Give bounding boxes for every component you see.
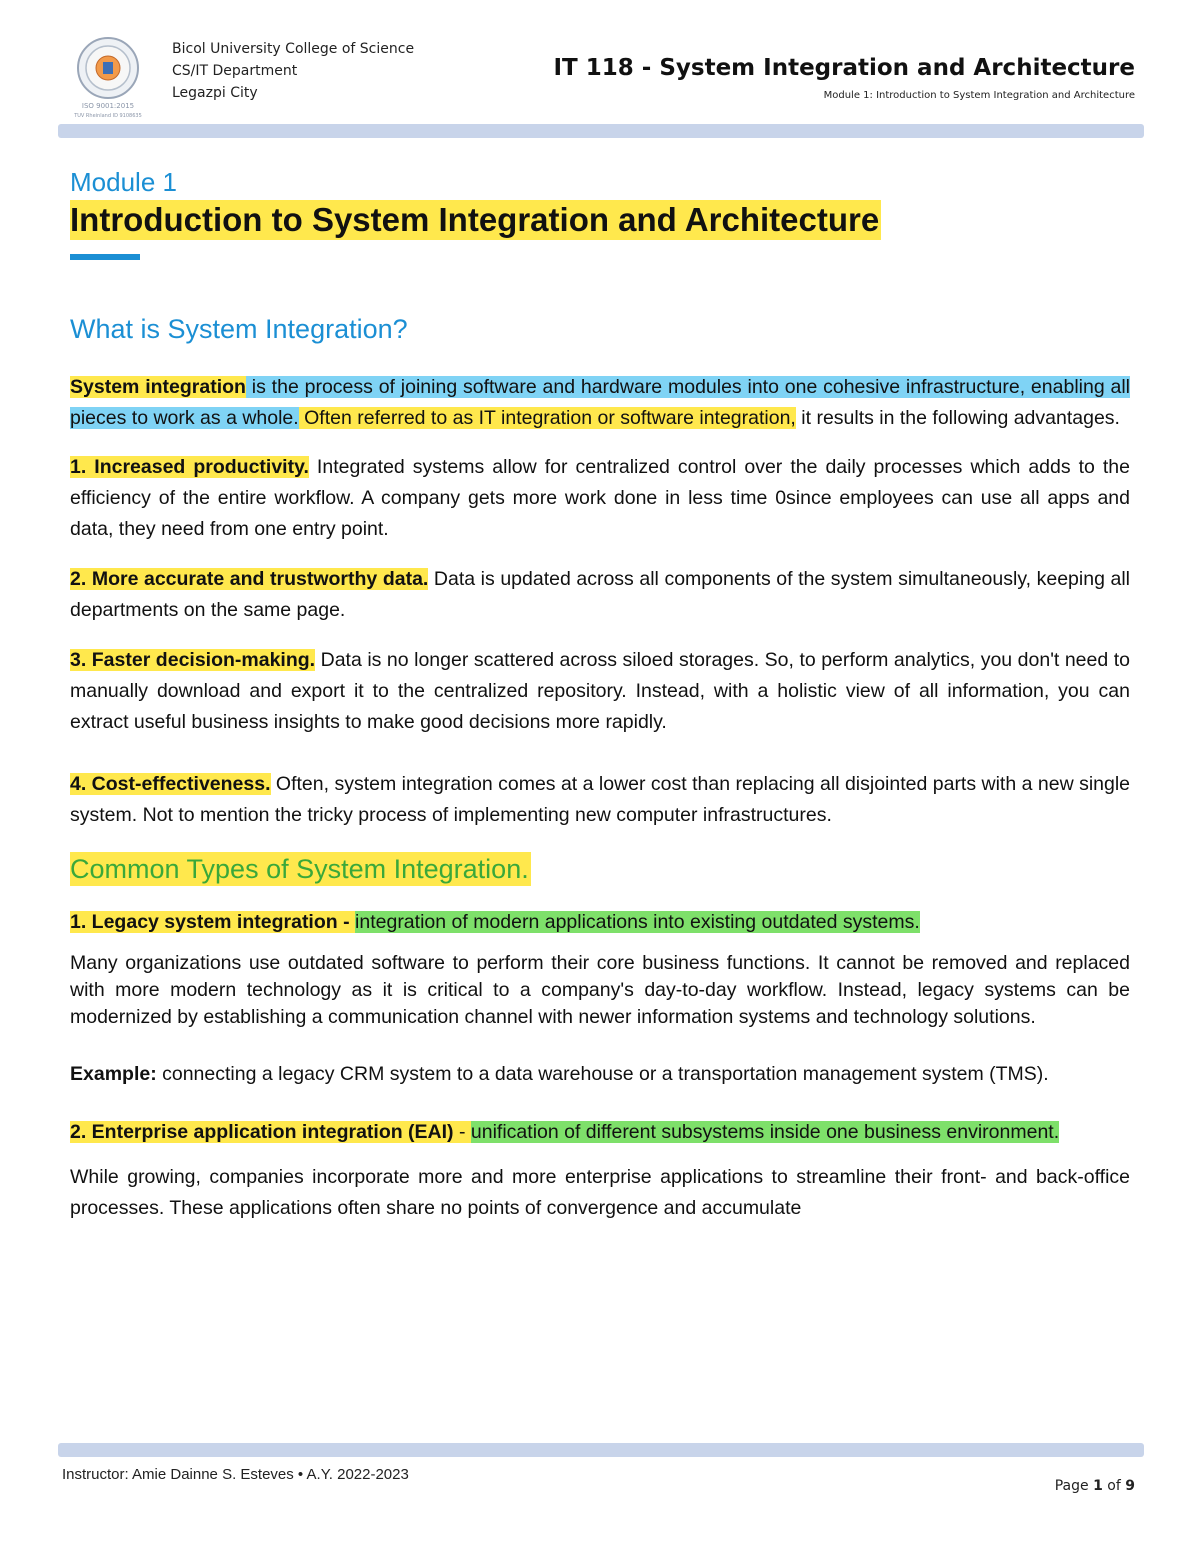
type-1-separator: - — [337, 911, 356, 933]
institution-name: Bicol University College of Science — [172, 41, 415, 57]
type-2-heading — [70, 1117, 1130, 1148]
course-title: IT 118 - System Integration and Architecture — [553, 55, 1135, 81]
advantage-4-text: Often, system integration comes at a lower cost than replacing all disjointed parts with a new single system. Not to mention the tricky process of implementing new computer infrastructures. — [70, 773, 1131, 826]
footer-divider-band — [58, 1443, 1144, 1457]
advantage-2-title: 2. More accurate and trustworthy data. — [70, 568, 429, 590]
example-text: connecting a legacy CRM system to a data warehouse or a transportation management system (TMS). — [156, 1063, 1049, 1085]
type-2-paragraph: While growing, companies incorporate more and more enterprise applications to streamline their front- and back-office processes. These applications often share no points of convergence and accumulate — [70, 1166, 1130, 1219]
city-name: Legazpi City — [172, 85, 258, 101]
logo-caption-iso: ISO 9001:2015 — [81, 102, 135, 110]
advantage-4 — [70, 769, 1130, 831]
aka-text: Often referred to as IT integration or software integration, — [298, 407, 796, 429]
advantage-1-title: 1. Increased productivity. — [70, 456, 309, 478]
module-label: Module 1 — [70, 167, 177, 197]
type-2-definition: unification of different subsystems inside one business environment. — [470, 1121, 1060, 1143]
example-paragraph — [70, 1060, 1130, 1089]
instructor-line: Instructor: Amie Dainne S. Esteves • A.Y. 2022-2023 — [62, 1466, 409, 1483]
current-page: 1 — [1093, 1478, 1103, 1494]
type-1-definition: integration of modern applications into existing outdated systems. — [355, 911, 920, 933]
page-number — [1055, 1478, 1135, 1494]
intro-rest: it results in the following advantages. — [795, 407, 1120, 429]
type-2-separator: - — [453, 1121, 471, 1143]
type-1-paragraph: Many organizations use outdated software to perform their core business functions. It cannot be removed and replaced with more modern technology as it is critical to a company's day-to-day workflow. Instead, legacy systems can be modernized by establishing a communication channel with newer information systems and technology solutions. — [70, 952, 1130, 1028]
page-word: Page — [1054, 1478, 1089, 1494]
module-title: Introduction to System Integration and Architecture — [70, 201, 880, 238]
type-1-heading — [70, 907, 1130, 938]
term-system-integration: System integration — [70, 376, 246, 398]
title-accent-rule — [70, 254, 140, 260]
total-pages: 9 — [1125, 1478, 1135, 1494]
logo-caption-tuv: TUV Rheinland ID 9108635 — [74, 113, 142, 119]
section-heading-common-types: Common Types of System Integration. — [70, 854, 529, 884]
example-label: Example: — [70, 1063, 157, 1085]
header-divider-band — [58, 124, 1144, 138]
intro-paragraph — [70, 372, 1130, 434]
page-content — [70, 166, 1130, 1224]
of-word: of — [1107, 1478, 1121, 1494]
university-seal-logo — [62, 34, 154, 120]
institution-block — [172, 38, 414, 104]
advantage-3-title: 3. Faster decision-making. — [70, 649, 316, 671]
advantage-4-title: 4. Cost-effectiveness. — [70, 773, 271, 795]
advantage-3 — [70, 645, 1130, 738]
course-subtitle: Module 1: Introduction to System Integration and Architecture — [823, 90, 1135, 101]
advantage-3-text: Data is no longer scattered across siloed storages. So, to perform analytics, you don't need to manually download and export it to the centralized repository. Instead, with a holistic view of all information, you can extract useful business insights to make good decisions more rapidly. — [70, 649, 1130, 733]
type-1-title: 1. Legacy system integration — [70, 911, 338, 933]
advantage-1 — [70, 452, 1130, 545]
section-heading-what-is: What is System Integration? — [70, 314, 408, 344]
type-2-title: 2. Enterprise application integration (EAI) — [70, 1121, 454, 1143]
definition-text: is the process of joining software and hardware modules into one cohesive infrastructure, enabling all pieces to work as a whole. — [70, 376, 1130, 429]
department-name: CS/IT Department — [172, 63, 298, 79]
advantage-2 — [70, 564, 1130, 626]
advantage-1-text: Integrated systems allow for centralized control over the daily processes which adds to the efficiency of the entire workflow. A company gets more work done in less time 0since employees can use all apps and data, they need from one entry point. — [70, 456, 1130, 540]
advantage-2-text: Data is updated across all components of the system simultaneously, keeping all departments on the same page. — [70, 568, 1130, 621]
